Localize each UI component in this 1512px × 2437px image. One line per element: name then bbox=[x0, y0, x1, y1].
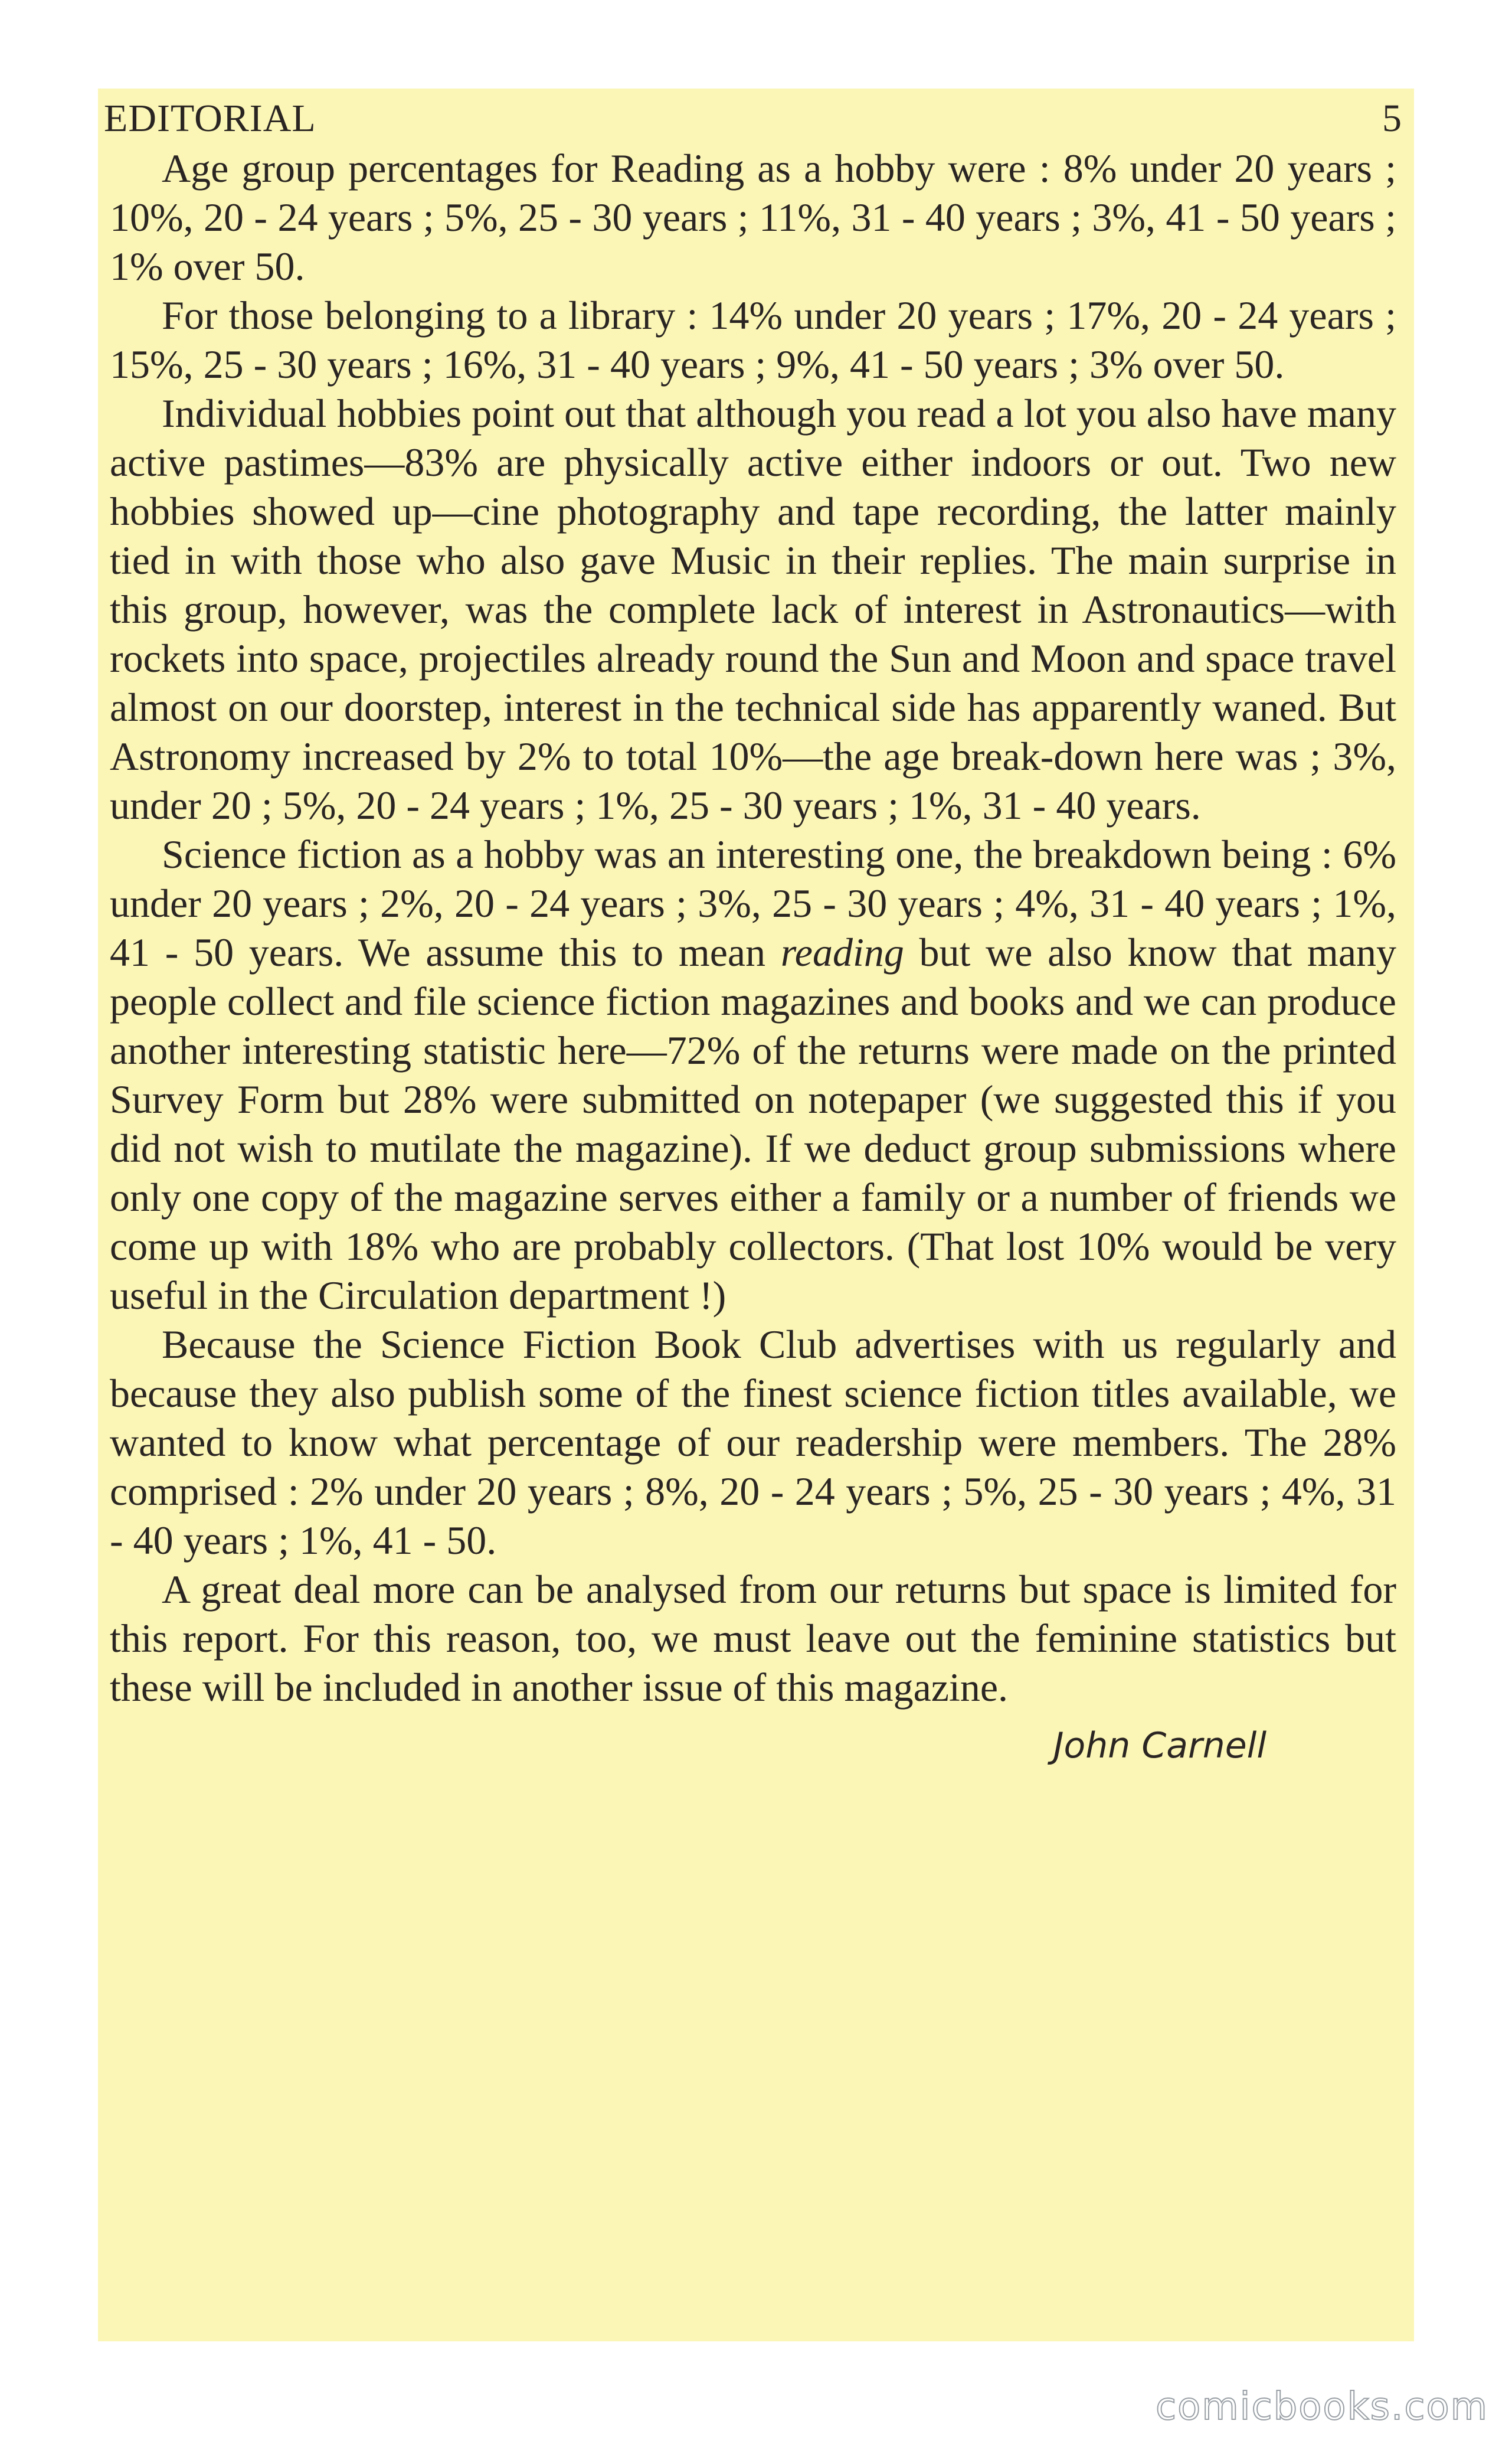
paragraph-reading-hobby: Age group percentages for Reading as a hobby were : 8% under 20 years ; 10%, 20 - 24 years ; 5%, 25 - 30 years ; 11%, 31 - 40 years ; 3%, 41 - 50 years ; 1% over 50. bbox=[110, 146, 1396, 289]
page-number: 5 bbox=[1382, 97, 1402, 140]
paragraph-text: Science fiction as a hobby was an interesting one, the breakdown being : 6% under 20 years ; 2%, 20 - 24 years ; 3%, 25 - 30 years ; 4%, 31 - 40 years ; 1%, 41 - 50 years. We assume this to mean bbox=[110, 832, 1396, 975]
paragraph-science-fiction-hobby bbox=[110, 830, 1396, 1320]
paragraph-individual-hobbies: Individual hobbies point out that although you read a lot you also have many active pastimes—83% are physically active either indoors or out. Two new hobbies showed up—cine photography and tape recording, the latter mainly tied in with those who also gave Music in their replies. The main surprise in this group, however, was the complete lack of interest in Astronautics—with rockets into space, projectiles already round the Sun and Moon and space travel almost on our doorstep, interest in the technical side has apparently waned. But Astronomy increased by 2% to total 10%—the age break-down here was ; 3%, under 20 ; 5%, 20 - 24 years ; 1%, 25 - 30 years ; 1%, 31 - 40 years. bbox=[110, 391, 1396, 828]
paragraph-text: but we also know that many people collect and file science fiction magazines and books and we can produce another interesting statistic here—72% of the returns were made on the printed Survey Form but 28% were submitted on notepaper (we suggested this if you did not wish to mutilate the magazine). If we deduct group submissions where only one copy of the magazine serves either a family or a number of friends we come up with 18% who are probably collectors. (That lost 10% would be very useful in the Circulation department !) bbox=[110, 930, 1396, 1318]
paragraph-library: For those belonging to a library : 14% under 20 years ; 17%, 20 - 24 years ; 15%, 25 - 30 years ; 16%, 31 - 40 years ; 9%, 41 - 50 years ; 3% over 50. bbox=[110, 293, 1396, 387]
author-signature: John Carnell bbox=[1053, 1725, 1266, 1766]
emphasized-word: reading bbox=[780, 930, 904, 975]
section-title: EDITORIAL bbox=[104, 97, 316, 140]
page-header bbox=[104, 99, 1402, 138]
watermark: comicbooks.com bbox=[1155, 2385, 1488, 2429]
magazine-page bbox=[98, 89, 1414, 2341]
paragraph-conclusion: A great deal more can be analysed from our returns but space is limited for this report. For this reason, too, we must leave out the feminine statistics but these will be included in another issue of this magazine. bbox=[110, 1567, 1396, 1710]
editorial-body bbox=[104, 144, 1402, 1712]
paragraph-book-club: Because the Science Fiction Book Club advertises with us regularly and because they also publish some of the finest science fiction titles available, we wanted to know what percentage of our readership were members. The 28% comprised : 2% under 20 years ; 8%, 20 - 24 years ; 5%, 25 - 30 years ; 4%, 31 - 40 years ; 1%, 41 - 50. bbox=[110, 1322, 1396, 1563]
